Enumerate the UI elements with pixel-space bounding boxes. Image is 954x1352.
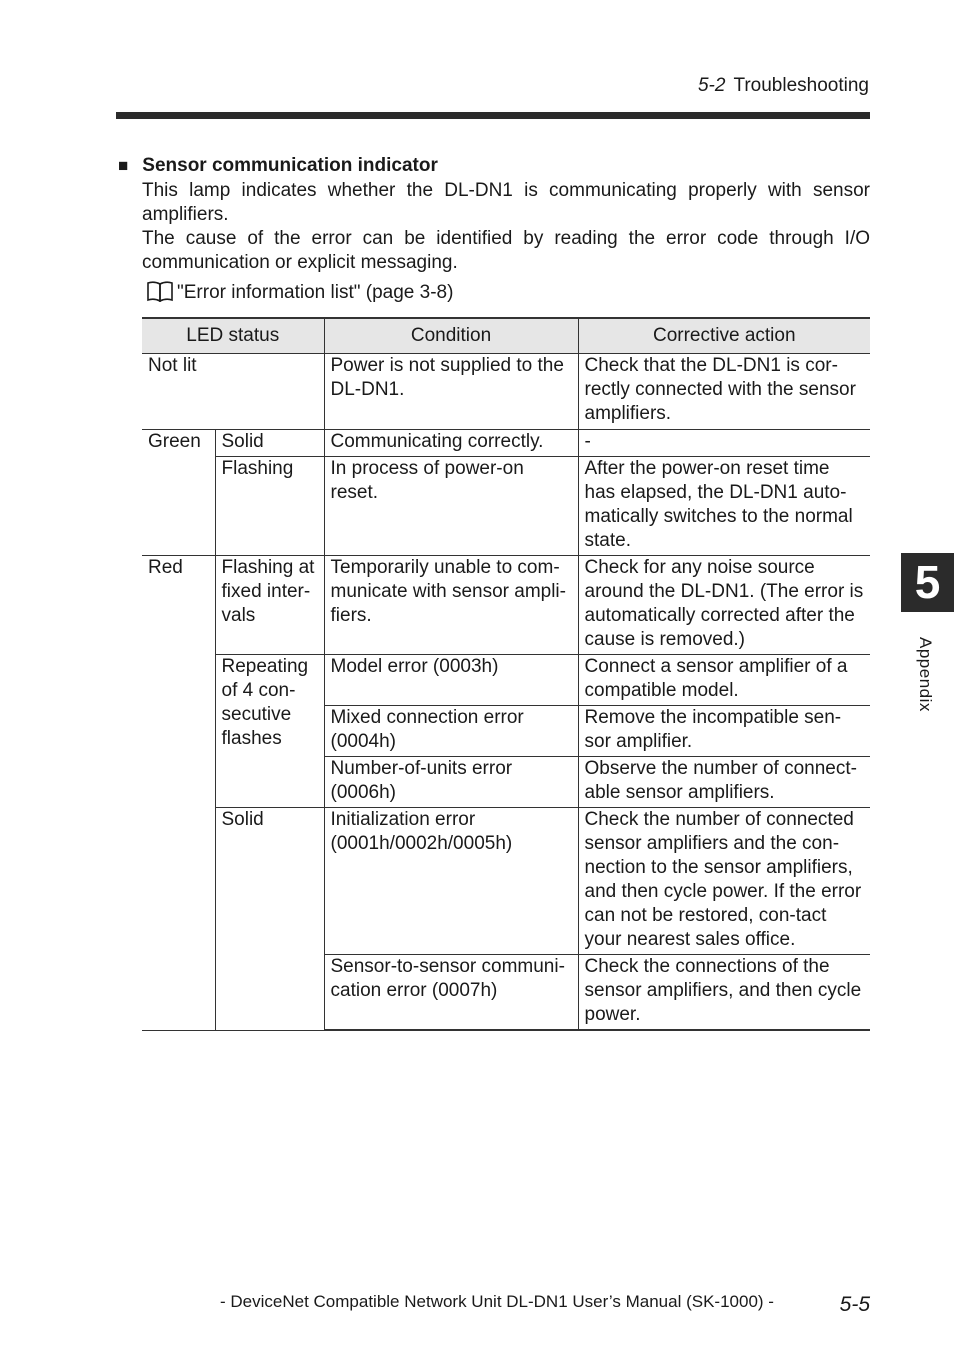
reference-text: "Error information list" (page 3-8) bbox=[177, 282, 454, 303]
table-row bbox=[142, 457, 870, 556]
reference-link[interactable] bbox=[147, 280, 453, 305]
action-cell: Check the number of connected sensor amplifiers and the con-nection to the sensor amplifiers, and then cycle power. If the error can not be restored, con-tact your nearest sales office. bbox=[578, 808, 870, 955]
page-number: 5-5 bbox=[839, 1293, 870, 1316]
action-cell: Connect a sensor amplifier of a compatible model. bbox=[578, 655, 870, 706]
column-header: LED status bbox=[142, 318, 324, 354]
square-bullet-icon: ■ bbox=[118, 156, 129, 175]
table-row bbox=[142, 430, 870, 457]
heading-text: Sensor communication indicator bbox=[142, 155, 438, 176]
footer-manual-title: - DeviceNet Compatible Network Unit DL-DN1 User’s Manual (SK-1000) - bbox=[220, 1292, 774, 1311]
action-cell: Observe the number of connect-able sensor amplifiers. bbox=[578, 757, 870, 808]
led-state-cell: Flashing bbox=[215, 457, 324, 556]
led-state-cell: Solid bbox=[215, 808, 324, 1031]
table-row bbox=[142, 808, 870, 955]
condition-cell: Number-of-units error (0006h) bbox=[324, 757, 578, 808]
action-cell: After the power-on reset time has elapsed, the DL-DN1 auto-matically switches to the normal state. bbox=[578, 457, 870, 556]
section-heading bbox=[118, 155, 438, 177]
led-color-cell: Red bbox=[142, 556, 215, 1031]
column-header: Condition bbox=[324, 318, 578, 354]
led-state-cell: Flashing at fixed inter-vals bbox=[215, 556, 324, 655]
column-header: Corrective action bbox=[578, 318, 870, 354]
condition-cell: Model error (0003h) bbox=[324, 655, 578, 706]
chapter-number-tab: 5 bbox=[901, 553, 954, 612]
action-cell: Check for any noise source around the DL-DN1. (The error is automatically corrected after the cause is removed.) bbox=[578, 556, 870, 655]
condition-cell: Sensor-to-sensor communi-cation error (0007h) bbox=[324, 955, 578, 1031]
led-state-cell: Repeating of 4 con-secutive flashes bbox=[215, 655, 324, 808]
led-status-cell: Not lit bbox=[142, 354, 324, 430]
action-cell: Check that the DL-DN1 is cor-rectly connected with the sensor amplifiers. bbox=[578, 354, 870, 430]
section-number: 5-2 bbox=[697, 75, 726, 96]
condition-cell: Communicating correctly. bbox=[324, 430, 578, 457]
led-state-cell: Solid bbox=[215, 430, 324, 457]
running-header bbox=[698, 75, 869, 97]
action-cell: Remove the incompatible sen-sor amplifier. bbox=[578, 706, 870, 757]
table-row bbox=[142, 655, 870, 706]
section-title: Troubleshooting bbox=[733, 75, 869, 96]
paragraph: The cause of the error can be identified by reading the error code through I/O communication or explicit messaging. bbox=[142, 228, 870, 273]
led-color-cell: Green bbox=[142, 430, 215, 556]
chapter-side-label: Appendix bbox=[916, 637, 935, 712]
condition-cell: Initialization error (0001h/0002h/0005h) bbox=[324, 808, 578, 955]
book-icon bbox=[147, 280, 173, 302]
table-header-row bbox=[142, 318, 870, 354]
header-rule bbox=[116, 112, 870, 119]
paragraph: This lamp indicates whether the DL-DN1 is communicating properly with sensor amplifiers. bbox=[142, 180, 870, 225]
table-row bbox=[142, 354, 870, 430]
condition-cell: Temporarily unable to com-municate with sensor ampli-fiers. bbox=[324, 556, 578, 655]
action-cell: - bbox=[578, 430, 870, 457]
condition-cell: Power is not supplied to the DL-DN1. bbox=[324, 354, 578, 430]
condition-cell: In process of power-on reset. bbox=[324, 457, 578, 556]
condition-cell: Mixed connection error (0004h) bbox=[324, 706, 578, 757]
table-row bbox=[142, 556, 870, 655]
action-cell: Check the connections of the sensor amplifiers, and then cycle power. bbox=[578, 955, 870, 1031]
led-status-table bbox=[142, 317, 870, 1031]
